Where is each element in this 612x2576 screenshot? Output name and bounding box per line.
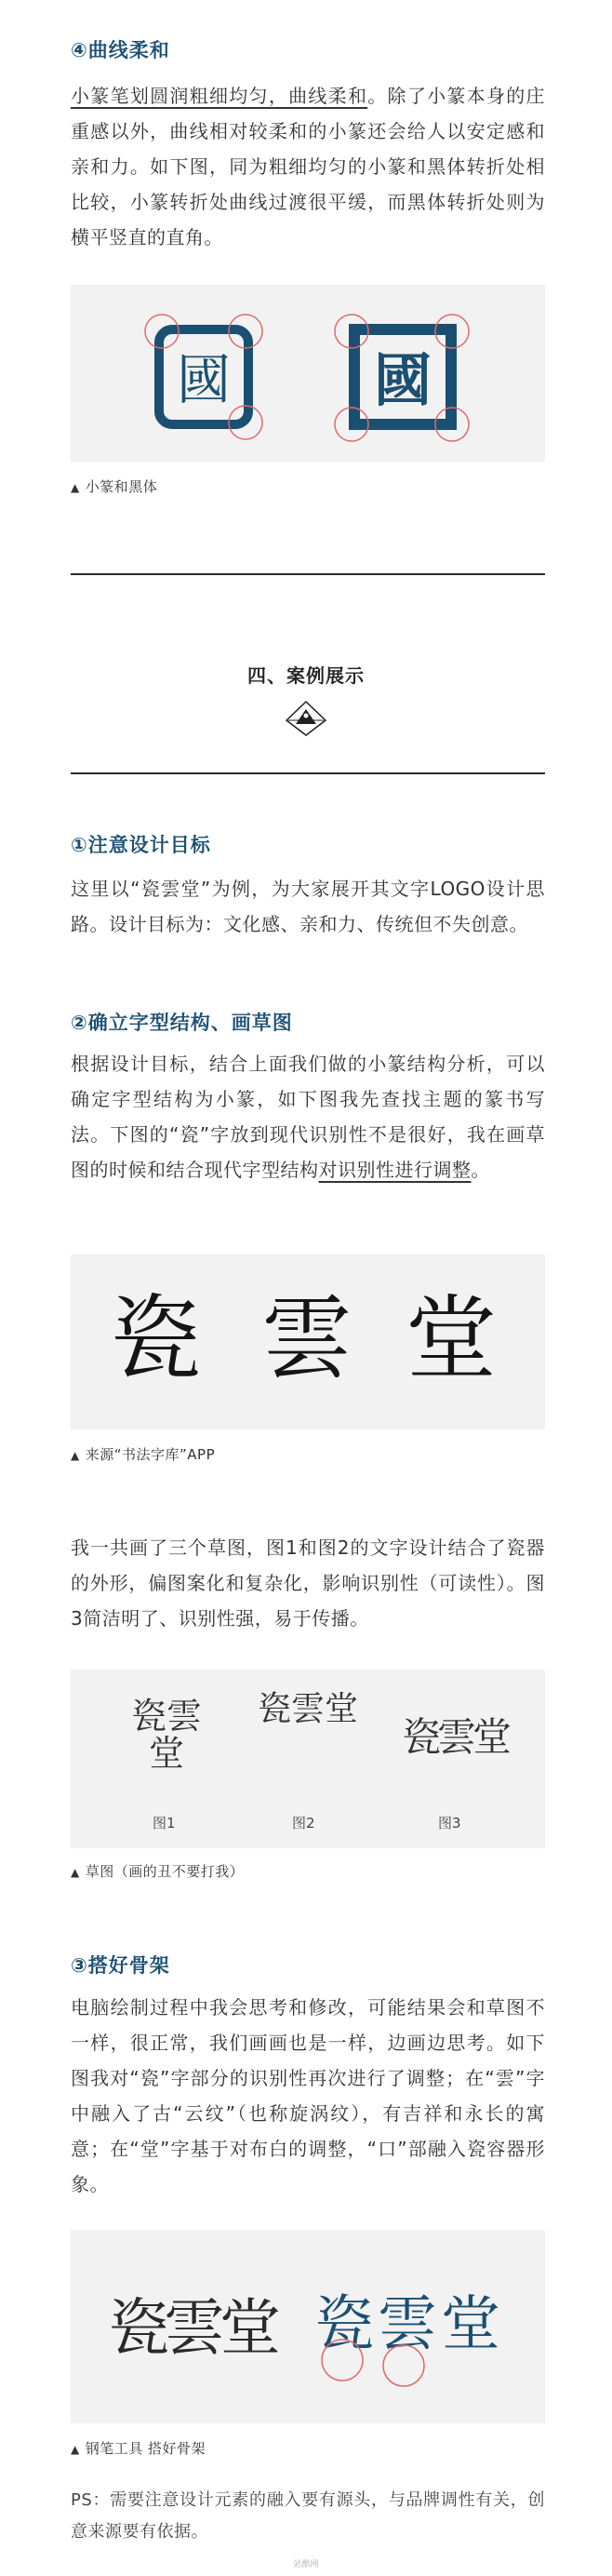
sketch-label-3: 图3 <box>438 1815 461 1831</box>
diamond-ornament-icon <box>285 700 327 737</box>
hei-char: 國 <box>373 346 432 414</box>
seal-char: 國 <box>176 348 232 411</box>
seal-vs-hei-figure <box>71 285 545 462</box>
triangle-icon: ▲ <box>71 2443 80 2456</box>
step2-paragraph-2: 我一共画了三个草图，图1和图2的文字设计结合了瓷器的外形，偏图案化和复杂化，影响识别性（可读性）。图3简洁明了、识别性强，易于传播。 <box>71 1536 545 1630</box>
fig2-caption-text: 来源“书法字库”APP <box>85 1446 216 1463</box>
triangle-icon: ▲ <box>71 1449 80 1462</box>
step2-heading: ②确立字型结构、画草图 <box>71 1012 293 1034</box>
callig-char-1: 瓷 <box>110 1286 202 1392</box>
fig2-caption <box>71 1444 215 1464</box>
curve-paragraph <box>71 78 545 255</box>
divider-bottom <box>71 772 545 774</box>
watermark: 站酷网 <box>293 2560 319 2569</box>
step2-paragraph <box>71 1046 545 1187</box>
divider-top <box>71 573 545 575</box>
step3-paragraph: 电脑绘制过程中我会思考和修改，可能结果会和草图不一样，很正常，我们画画也是一样，边画边思考。如下图我对“瓷”字部分的识别性再次进行了调整；在“雲”字中融入了古“云纹”（也称旋涡纹），有吉祥和永长的寓意；在“堂”字基于对布白的调整，“口”部融入瓷容器形象。 <box>71 1996 545 2195</box>
step3-heading: ③搭好骨架 <box>71 1954 170 1977</box>
seal-char-graphic <box>145 315 262 439</box>
hei-char-graphic <box>335 315 469 441</box>
callig-char-2: 雲 <box>261 1286 353 1392</box>
triangle-icon: ▲ <box>71 481 80 494</box>
fig4-caption <box>71 2438 206 2458</box>
curve-underline-text: 小篆笔划圆润粗细均匀，曲线柔和 <box>71 85 368 107</box>
ps-note: PS：需要注意设计元素的融入要有源头，与品牌调性有关，创意来源要有依据。 <box>71 2490 545 2542</box>
step1-paragraph: 这里以“瓷雲堂”为例，为大家展开其文字LOGO设计思路。设计目标为：文化感、亲和力、传统但不失创意。 <box>71 878 545 935</box>
callig-char-3: 堂 <box>406 1286 498 1392</box>
step2-text-a: 根据设计目标，结合上面我们做的小篆结构分析，可以确定字型结构为小篆，如下图我先查找主题的篆书写法。下图的“瓷”字放到现代识别性不是很好，我在画草图的时候和结合现代字型结构 <box>71 1053 545 1181</box>
fig1-caption-text: 小篆和黑体 <box>85 478 158 495</box>
highlight-circles <box>71 2230 545 2423</box>
sketch-2: 瓷雲堂 <box>257 1690 358 1728</box>
skeleton-right: 瓷雲堂 <box>314 2290 504 2359</box>
fig3-caption <box>71 1861 244 1881</box>
skeleton-left: 瓷雲堂 <box>108 2292 275 2364</box>
section-title: 四、案例展示 <box>247 664 365 687</box>
fig1-caption <box>71 476 157 496</box>
step1-heading: ①注意设计目标 <box>71 834 211 856</box>
curve-rest-text: 。除了小篆本身的庄重感以外，曲线相对较柔和的小篆还会给人以安定感和亲和力。如下图，同为粗细均匀的小篆和黑体转折处相比较，小篆转折处曲线过渡很平缓，而黑体转折处则为横平竖直的直角。 <box>71 85 546 248</box>
step2-text-end: 。 <box>471 1159 490 1181</box>
step2-underline-text: 对识别性进行调整 <box>318 1159 472 1181</box>
curve-heading: ④曲线柔和 <box>71 39 170 61</box>
sketches-figure <box>71 1670 545 1848</box>
sketch-3: 瓷雲堂 <box>401 1714 508 1760</box>
triangle-icon: ▲ <box>71 1866 80 1879</box>
fig3-caption-text: 草图（画的丑不要打我） <box>85 1863 245 1880</box>
sketch-label-1: 图1 <box>153 1815 176 1831</box>
sketch-label-2: 图2 <box>292 1815 315 1831</box>
calligraphy-figure <box>71 1254 545 1429</box>
comparison-drawing <box>71 285 545 462</box>
fig4-caption-text: 钢笔工具 搭好骨架 <box>85 2440 206 2457</box>
skeleton-figure <box>71 2230 545 2423</box>
sketch-1: 瓷雲堂 <box>130 1696 202 1774</box>
